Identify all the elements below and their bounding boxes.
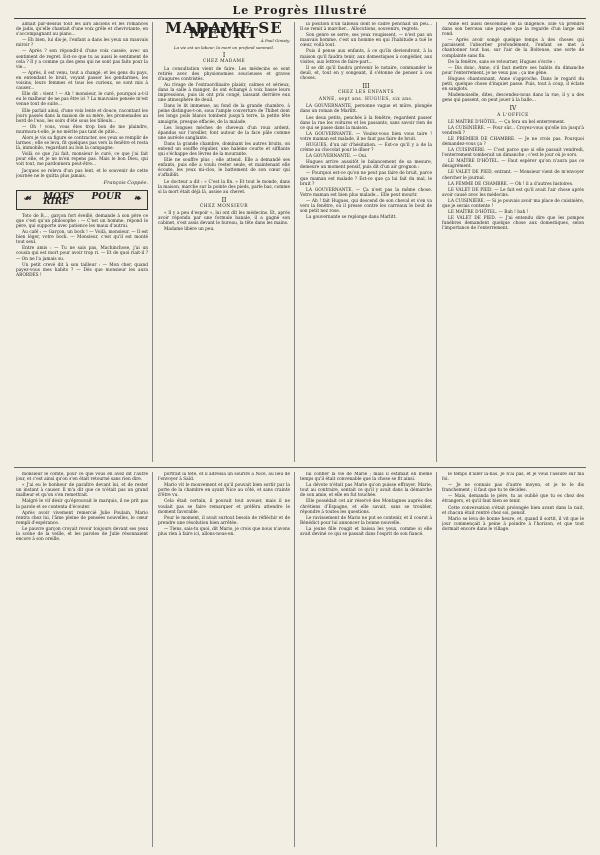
paragraph: Dans le lit immense, au fond de la grande chambre, à peine distingue-t-on, sous l'ample couverture de Thibet dont les longs poils blancs tombent jusqu'à terre, la petite tête amaigrie, presque effacée, de la malade. (158, 104, 290, 125)
column-1 (16, 22, 148, 462)
feuilleton-column-4 (442, 472, 584, 847)
paragraph: Le docteur a dit : « C'est la fin. » Et tout le monde, dans la maison, marche sur la pointe des pieds, parle bas, comme si la mort était déjà là, assise au chevet. (158, 179, 290, 195)
paragraph: Hugues chantonnant, Anne s'approche. Dans le regard du petit, quelque chose d'inquiet passe. Puis, tout à coup, il éclate en sanglots. (442, 76, 584, 93)
paragraph: Cette conversation s'était prolongée bien avant dans la nuit, et chacun était rentré chez soi, pensif. (442, 505, 584, 516)
paragraph: LE VALET DE PIED. — Le fait est qu'il avait l'air chose après avoir causé avec les médecins. (442, 187, 584, 198)
paragraph: Dans la grande chambre, dominant les autres bruits, on entend un souffle régulier, une haleine courte et sifflante qui s'échappe des lèvres de la mourante. (158, 141, 290, 158)
paragraph: Elle possédait cet air réservé des Montagnes auprès des chrétiens d'Espagne, et elle savait, sans se troubler, répondre à toutes les questions. (300, 499, 432, 515)
paragraph: la position d'un tableau dont le cadre penchait un peu... Il se remit à marcher... Allocutions, souvenirs, regrets. (300, 22, 432, 33)
feuilleton-column-1 (16, 472, 148, 847)
section-title-2: CHEZ MONSIEUR (199, 203, 249, 209)
paragraph: Malgré le vif désir qu'éprouvait le marquis, il ne prit pas la parole et se contenta d'écouter. (16, 499, 148, 510)
paragraph: — Après avoir songé quelque temps à des choses qui paraissent l'absorber profondément, l'enfant se met à chantonner tout bas, sur l'air de la Boiteuse, une sorte de complainte sans fin. (442, 38, 584, 59)
paragraph: Madame libère un peu. (164, 227, 215, 233)
paragraph: La dévote n'était pas Marie qu'on puisse effrayer. Marie, tout au contraire, sentait ce qu'il y avait dans la démarche de son amie, et elle en fut touchée. (300, 483, 432, 499)
paragraph: — Tiens, sais-tu quoi, dit Mario, je crois que nous n'avons plus rien à faire ici, allons-nous-en. (158, 526, 290, 538)
paragraph: LA GOUVERNANTE, personne vague et mûre, plongée dans un roman de Marlitt. (300, 104, 432, 115)
paragraph: Mario se leva de bonne heure, et, quand il sortit, il vit que le jour commençait à peine à poindre à l'horizon, et que tout dormait encore dans le village. (442, 516, 584, 532)
paragraph: — Après, il est venu, tout a changé, et les gens du pays, en entendant le bruit, voyant passer les gendarmes, les voisins, leurs femmes et tous les curieux, se sont mis à causer... (16, 70, 148, 92)
paragraph: portrait la tête, et il adressa un sourire à Nice, au lieu de l'envoyer à Saïd. (158, 472, 290, 483)
paragraph: La jeune fille rougit et baissa les yeux, comme si elle avait deviné ce qui se passait dans l'esprit de son fiancé. (300, 526, 432, 538)
section-2-text (158, 211, 290, 232)
paragraph: De la fenêtre, sans se retourner, Hugues s'écrie : (448, 59, 555, 65)
mots-pour-rire-title: MOTS POUR RIRE (43, 191, 122, 207)
column-divider (436, 22, 437, 462)
paragraph: Les longues mèches de cheveux d'un roux ardent, épandus sur l'oreiller, font autour de la face pâle comme une auréole sanglante. (158, 125, 290, 141)
paragraph: Un petit crevé dit à son tailleur : — Mon cher, quand payez-vous mes habits ? — Dès que monsieur les aura ABORDÉS ! (16, 262, 148, 278)
paragraph: — Ah ! fait Hugues, qui descend de son cheval et s'en va vers la fenêtre, où il presse contre les carreaux le bout de son petit nez rose. (300, 198, 432, 215)
column-divider (436, 472, 437, 847)
paragraph: Toto de B..., garçon fort éveillé, demande à son père ce que c'est qu'un philosophe : — C'est un homme, répond le père, qui supporte avec patience les maux d'autrui. (16, 213, 148, 229)
paragraph: LE PREMIER DE CHAMBRE. — Je ne crois pas. Pourquoi demandez-vous ça ? (442, 136, 584, 147)
paragraph: Cela était certain, il pouvait tout avouer, mais il ne voulait pas se faire remarquer et préféra attendre le moment favorable. (158, 499, 290, 515)
paragraph: Jacques se releva d'un pas lent, et le souvenir de cette journée ne le quitta plus jamais. (16, 168, 148, 179)
column-3 (300, 22, 432, 462)
masthead: Le Progrès Illustré (232, 4, 368, 17)
epigraph: La vie est un labeur, la mort un profond sommeil. (173, 45, 275, 51)
paragraph: La gouvernante se replonge dans Marlitt. (306, 215, 397, 221)
section-title-3: CHEZ LES ENFANTS (337, 90, 395, 96)
paragraph: LA CUISINIÈRE. — Pour sûr... Croyez-vous qu'elle ira jusqu'à vendredi ? (442, 125, 584, 136)
paragraph: aimait par-dessus tout les airs anciens et les romances de jadis, qu'elle chantait d'une voix grêle et chevrotante, en s'accompagnant au piano... (16, 22, 148, 38)
paragraph: LA CUISINIÈRE. — Si je pouvais avoir ma place de cuisinière, que je serais contente ! (442, 198, 584, 209)
paragraph: — Je ne connais pas d'autre moyen, et je te le dis franchement ; il faut que tu te décides. (442, 483, 584, 494)
paragraph: La consultation vient de faire. Les médecins se sont retirés avec des physionomies soucieuses et graves d'augures contristés. (158, 66, 290, 82)
paragraph: Puis il pense aux enfants, à ce qu'ils deviendront, à la maison qu'il faudra tenir, aux domestiques à congédier, aux visites, aux lettres de faire-part... (300, 49, 432, 65)
paragraph: lui confier la vie de Marie ; mais il estimait en même temps qu'il était convenable que la chose se fit ainsi. (300, 472, 432, 483)
column-divider (152, 472, 153, 847)
paragraph: monsieur le comte, pour ce que vous en avez dit l'autre jour, et c'est ainsi qu'on s'en était retourné sans rien dire. (16, 472, 148, 483)
column-divider (152, 22, 153, 462)
section-3-text (300, 104, 432, 220)
section-1-text (158, 67, 290, 158)
feuilleton-rule (14, 467, 586, 468)
masthead-rule (14, 18, 586, 19)
paragraph: — Dis donc, Anne, s'il faut mettre ses habits du dimanche pour l'enterrement, je ne veux pas ; ça me gêne. (442, 65, 584, 76)
section-number-2: II (221, 196, 227, 204)
banner-ornament-icon: ☙ (23, 194, 32, 205)
banner-ornament-icon: ❧ (133, 194, 141, 205)
paragraph: Hugues arrive aussitôt le balancement de sa mesure, demeure un moment pensif, puis dit d'un air grognon : (300, 160, 432, 171)
paragraph: Entre amis : — Tu ne sais pas, Machinchose, j'ai un cousin qui est mort pour avoir trop ri. — Et de quoi riait-il ? — On ne l'a jamais su. (16, 246, 148, 262)
section-title-4: À L'OFFICE (497, 112, 529, 118)
paragraph: Son genre se serre, ses yeux rougissent, — n'est pas un mauvais homme, c'est un homme en qui l'habitude a tué le cœur, voilà tout. (300, 33, 432, 49)
column-divider (294, 472, 295, 847)
paragraph: LE VALET DE PIED. — J'ai entendu dire que les pompes funèbres demandent quelque chose aux domestiques, selon l'importance de l'enterrement. (442, 216, 584, 232)
section-4-text (442, 120, 584, 232)
section-1-text-continued (158, 158, 290, 195)
feuilleton-column-3 (300, 472, 432, 847)
paragraph: Le pauvre garçon croyait revoir toujours devant ses yeux la scène de la veille, et les paroles de Julie résonnaient encore à son oreille. (16, 526, 148, 543)
column-1-text (16, 22, 148, 179)
paragraph: Anne est aussi descendue de la diligence. Elle va prendre dans son berceau une poupée que la regarde d'un large œil rond. (442, 22, 584, 38)
paragraph: Voilà ce que j'ai fait, monsieur le curé, ce que j'ai fait pour elle, et je ne m'en repens pas. Mais le bon Dieu, qui voit tout, me pardonnera peut-être... (16, 152, 148, 168)
section-number-3: III (362, 83, 370, 91)
column-3-text (300, 22, 432, 81)
paragraph: LA GOUVERNANTE. — Ça n'est pas la même chose. Votre maman est bien plus malade... Elle peut mourir. (300, 187, 432, 198)
mots-pour-rire-text (16, 214, 148, 278)
paragraph: — Pourquoi est-ce qu'on ne peut pas faire de bruit, parce que maman est malade ? Est-ce que ça lui fait du mal, le bruit ? (300, 171, 432, 187)
author-signature: François Coppée. (103, 179, 148, 186)
paragraph: Au rivage de l'extraordinaire plaisir, calmes et sérieux, dans la salle à manger, ils ont échangé à voix basse leurs impressions, puis ils ont pris congé, laissant derrière eux une atmosphère de deuil. (158, 82, 290, 104)
paragraph: — Mais, demanda le père, tu as oublié que tu es chez des étrangers, et qu'il faut bien se tenir. (442, 494, 584, 505)
paragraph: LE VALET DE PIED, entrant. — Monsieur vient de m'envoyer chercher le journal. (442, 170, 584, 181)
paragraph: Après avoir vivement remercié Julie Poulain, Mario rentra chez lui, l'âme pleine de pensées nouvelles, le cœur rempli d'espérance. (16, 510, 148, 526)
column-4 (442, 22, 584, 462)
paragraph: LA CUISINIÈRE. — C'est parce que si elle passait vendredi, l'enterrement tomberait un dimanche ; c'est le jour où je sors. (442, 148, 584, 159)
cast-list: ANNE, sept ans. HUGUES, six ans. (318, 97, 414, 103)
column-2 (158, 22, 290, 462)
paragraph: LA GOUVERNANTE. — Oui. (306, 154, 368, 160)
paragraph: Au café : — Garçon, un bock ! — Voilà, monsieur. — Il est bien léger, votre bock. — Monsieur, c'est qu'il est monté tout seul. (16, 230, 148, 246)
paragraph: Elle parlait ainsi, d'une voix lente et douce, racontant les jours passés dans la maison de sa mère, les promenades au bord de l'eau, les soirs d'été sous les tilleuls... (16, 108, 148, 124)
section-number-1: I (222, 52, 226, 60)
paragraph: LA GOUVERNANTE. — Voulez-vous bien vous taire ! votre maman est malade, il ne faut pas faire de bruit. (300, 131, 432, 142)
feuilleton-column-2 (158, 472, 290, 847)
paragraph: LE MAÎTRE D'HÔTEL. — Ça fera un bel enterrement. (448, 119, 566, 125)
paragraph: — Oh ! vous, vous êtes trop bon de me plaindre, murmura-t-elle, je ne mérite pas tant de pitié... (16, 124, 148, 135)
paragraph: Pour le moment, il avait surtout besoin de réfléchir et de prendre une résolution bien arrêtée. (158, 515, 290, 526)
paragraph: Le ravissement de Mario ne put se contenir, et il courut à Bénédict pour lui annoncer la bonne nouvelle. (300, 515, 432, 526)
column-divider (294, 22, 295, 462)
paragraph: Mademoiselle, dites, descendez-nous dans la rue, il y a des gens qui passent, on peut jouer à la balle... (442, 93, 584, 104)
column-4-text (442, 22, 584, 103)
paragraph: LA FEMME DE CHAMBRE. — Oh ! il a d'autres histoires. (448, 181, 574, 187)
section-number-4: IV (509, 105, 517, 113)
paragraph: Alors je vis sa figure se contracter, ses yeux se remplir de larmes ; elle se leva, fit quelques pas vers la fenêtre et resta là, immobile, regardant au loin la campagne. (16, 135, 148, 152)
paragraph: — Après ? son répondit-il d'une voix cassée, avec un sentiment de regret. Est-ce que tu as aussi le sentiment de cela ? Il y a comme ça des gens qui ne sont pas faits pour la vie... (16, 49, 148, 70)
mots-pour-rire-banner (16, 190, 148, 210)
paragraph: Elle dit : vient ! — Ah ! monsieur, le curé, pourquoi a-t-il eu le malheur de ne pas être ici ? La mauvaise pensée m'est venue tout de suite... (16, 92, 148, 108)
paragraph: « Il y a peu d'espoir », lui ont dit les médecins. Et, après avoir répondu par une formule banale, il a gagné son cabinet, s'est assis devant le bureau, la tête dans les mains. (158, 211, 290, 227)
paragraph: Mario vit le mouvement et qu'il pouvait bien sortir par la porte de la chambre en ayant Nice au côté, et sans crainte d'être vu. (158, 483, 290, 499)
article-title: MADAME SE MEURT (165, 22, 283, 43)
paragraph: Les deux petits, penchés à la fenêtre, regardent passer dans la rue les voitures et les passants, sans savoir rien de ce qui se passe dans la maison. (300, 115, 432, 131)
paragraph: HUGUES, d'un air d'hésitation. — Est-ce qu'il y a de la crème au chocolat pour le dîner ? (300, 142, 432, 154)
paragraph: « J'ai eu le bonheur de paraître devant lui, et de rester un instant à causer. Il m'a dit que ce n'était pas un grand malheur et qu'on s'en remettrait. (16, 483, 148, 499)
paragraph: LE MAÎTRE D'HÔTEL. — Faut espérer qu'on n'aura pas ce désagrément. (442, 159, 584, 170)
paragraph: Il se dit qu'il faudra prévenir le notaire, commander le deuil, et, tout en y songeant, il s'étonne de penser à ces choses. (300, 65, 432, 81)
paragraph: LE MAÎTRE D'HÔTEL. — Bah ! bah ! (448, 210, 529, 216)
dedication: À Paul Ginisty. (260, 38, 290, 44)
paragraph: le temps d'aller là-bas. Je n'ai pas, et je vous l'assure sur ma foi. (442, 472, 584, 483)
paragraph: Elle ne souffre plus ; elle attend. Elle a demandé ses enfants, puis elle a voulu rester seule, et maintenant elle écoute, les yeux mi-clos, le battement de son cœur qui s'affaiblit. (158, 158, 290, 179)
paragraph: — Eh bien, lui dis-je, l'enfant a dans les yeux un mauvais miroir ? (16, 38, 148, 49)
section-title-1: CHEZ MADAME (202, 59, 246, 65)
